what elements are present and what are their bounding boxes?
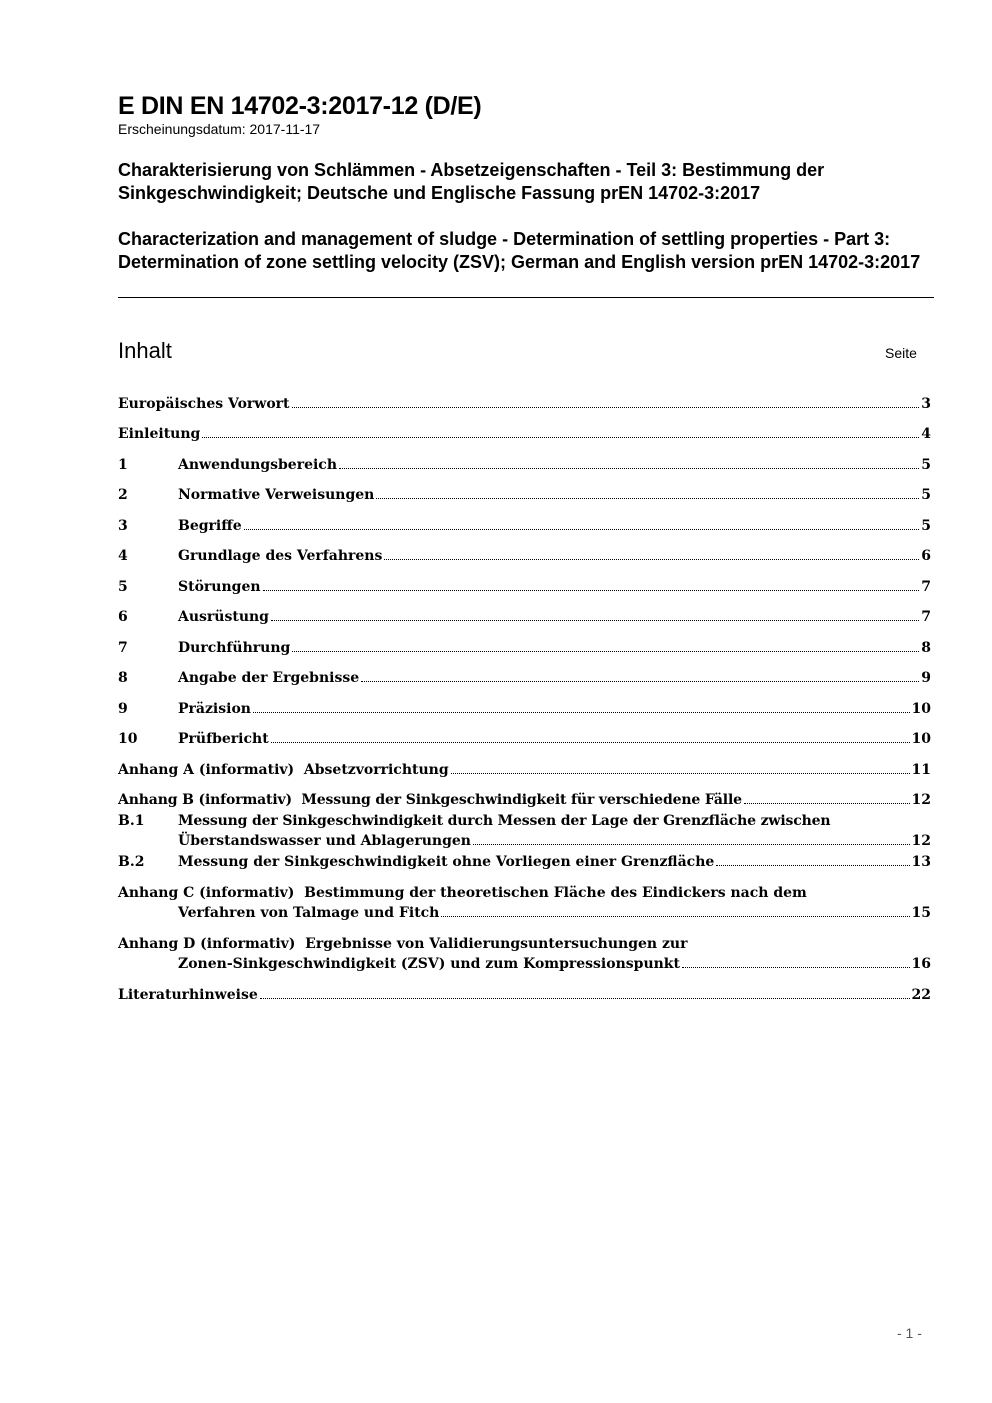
toc-entry-page: 7 (921, 609, 931, 625)
dot-leader (339, 455, 919, 469)
toc-entry-text: Grundlage des Verfahrens (178, 548, 383, 564)
toc-entry-page: 5 (921, 518, 931, 534)
toc-entry-b1[interactable] (118, 811, 931, 831)
toc-entry-page: 15 (911, 905, 931, 921)
toc-entry-text: Begriffe (178, 518, 242, 534)
toc-entry-text: Literaturhinweise (118, 987, 258, 1003)
toc-entry-page: 16 (911, 956, 931, 972)
dot-leader (271, 729, 910, 743)
title-english: Characterization and management of sludge - Determination of settling properties - Part 3: Determination of zone settling velocity (ZSV); German and English version prEN 14702-3:2017 (118, 229, 921, 272)
toc-entry-5[interactable] (118, 577, 931, 597)
toc-entry-text: Anhang A (informativ) Absetzvorrichtung (118, 762, 449, 778)
toc-entry-number: 6 (118, 609, 128, 625)
toc-entry-literatur[interactable] (118, 985, 931, 1005)
toc-entry-number: 9 (118, 701, 128, 717)
title-divider (118, 297, 934, 298)
toc-entry-text-continued: Verfahren von Talmage und Fitch (178, 905, 440, 921)
dot-leader (202, 424, 919, 438)
dot-leader (292, 394, 920, 408)
toc-entry-text: Normative Verweisungen (178, 487, 375, 503)
toc-entry-text: Prüfbericht (178, 731, 269, 747)
toc-entry-text: Anwendungsbereich (178, 457, 337, 473)
toc-entry-text: Störungen (178, 579, 261, 595)
toc-entry-number: 1 (118, 457, 128, 473)
dot-leader (260, 985, 910, 999)
publication-date: Erscheinungsdatum: 2017-11-17 (118, 121, 321, 137)
dot-leader (744, 790, 910, 804)
toc-entry-number: B.1 (118, 813, 145, 829)
toc-entry-annex-c-continuation[interactable] (178, 903, 931, 923)
toc-entry-annex-b[interactable] (118, 790, 931, 810)
toc-entry-number: B.2 (118, 854, 145, 870)
page-number: - 1 - (897, 1325, 922, 1341)
toc-entry-page: 4 (921, 426, 931, 442)
toc-entry-page: 12 (911, 833, 931, 849)
dot-leader (361, 668, 919, 682)
toc-entry-b2[interactable] (118, 852, 931, 872)
toc-entry-number: 3 (118, 518, 128, 534)
toc-entry-1[interactable] (118, 455, 931, 475)
toc-entry-annex-d[interactable] (118, 934, 931, 954)
toc-entry-page: 6 (921, 548, 931, 564)
toc-entry-8[interactable] (118, 668, 931, 688)
dot-leader (263, 577, 920, 591)
toc-entry-text: Präzision (178, 701, 251, 717)
document-id: E DIN EN 14702-3:2017-12 (D/E) (118, 92, 482, 120)
toc-entry-vorwort[interactable] (118, 394, 931, 414)
toc-entry-annex-d-continuation[interactable] (178, 954, 931, 974)
toc-entry-page: 7 (921, 579, 931, 595)
toc-entry-text: Europäisches Vorwort (118, 396, 290, 412)
toc-entry-b1-continuation[interactable] (178, 831, 931, 851)
toc-entry-page: 8 (921, 640, 931, 656)
toc-entry-page: 11 (911, 762, 931, 778)
toc-entry-4[interactable] (118, 546, 931, 566)
toc-entry-number: 7 (118, 640, 128, 656)
toc-entry-annex-a[interactable] (118, 760, 931, 780)
toc-entry-einleitung[interactable] (118, 424, 931, 444)
dot-leader (473, 831, 910, 845)
title-german: Charakterisierung von Schlämmen - Absetzeigenschaften - Teil 3: Bestimmung der Sinkgeschwindigkeit; Deutsche und Englische Fassung prEN 14702-3:2017 (118, 160, 825, 203)
toc-entry-text-continued: Überstandswasser und Ablagerungen (178, 833, 471, 849)
toc-heading: Inhalt (118, 338, 172, 363)
toc-entry-page: 22 (911, 987, 931, 1003)
toc-entry-text: Angabe der Ergebnisse (178, 670, 360, 686)
toc-entry-page: 9 (921, 670, 931, 686)
toc-entry-6[interactable] (118, 607, 931, 627)
toc-entry-text: Ausrüstung (178, 609, 269, 625)
toc-entry-text: Anhang B (informativ) Messung der Sinkgeschwindigkeit für verschiedene Fälle (118, 792, 742, 808)
toc-entry-number: 4 (118, 548, 128, 564)
toc-entry-number: 5 (118, 579, 128, 595)
toc-entry-text: Durchführung (178, 640, 291, 656)
toc-entry-page: 5 (921, 487, 931, 503)
toc-entry-text: Messung der Sinkgeschwindigkeit durch Messen der Lage der Grenzfläche zwischen (178, 813, 831, 829)
toc-entry-number: 10 (118, 731, 138, 747)
toc-entry-7[interactable] (118, 638, 931, 658)
toc-entry-number: 2 (118, 487, 128, 503)
dot-leader (682, 954, 910, 968)
dot-leader (716, 852, 909, 866)
toc-entry-annex-c[interactable] (118, 883, 931, 903)
toc-entry-text: Anhang D (informativ) Ergebnisse von Validierungsuntersuchungen zur (118, 936, 688, 952)
dot-leader (376, 485, 919, 499)
toc-entry-page: 3 (921, 396, 931, 412)
toc-entry-10[interactable] (118, 729, 931, 749)
toc-entry-page: 13 (911, 854, 931, 870)
toc-entry-page: 10 (911, 701, 931, 717)
toc-entry-text: Anhang C (informativ) Bestimmung der theoretischen Fläche des Eindickers nach dem (118, 885, 807, 901)
dot-leader (253, 699, 910, 713)
toc-entry-3[interactable] (118, 516, 931, 536)
toc-entry-number: 8 (118, 670, 128, 686)
dot-leader (244, 516, 920, 530)
dot-leader (451, 760, 910, 774)
dot-leader (384, 546, 919, 560)
toc-entry-2[interactable] (118, 485, 931, 505)
toc-entry-text: Einleitung (118, 426, 201, 442)
toc-entry-text: Messung der Sinkgeschwindigkeit ohne Vorliegen einer Grenzfläche (178, 854, 715, 870)
dot-leader (271, 607, 919, 621)
dot-leader (292, 638, 919, 652)
toc-entry-page: 12 (911, 792, 931, 808)
toc-page-label: Seite (885, 345, 917, 361)
dot-leader (441, 903, 909, 917)
toc-entry-page: 5 (921, 457, 931, 473)
toc-entry-page: 10 (911, 731, 931, 747)
toc-entry-text-continued: Zonen-Sinkgeschwindigkeit (ZSV) und zum Kompressionspunkt (178, 956, 680, 972)
toc-entry-9[interactable] (118, 699, 931, 719)
